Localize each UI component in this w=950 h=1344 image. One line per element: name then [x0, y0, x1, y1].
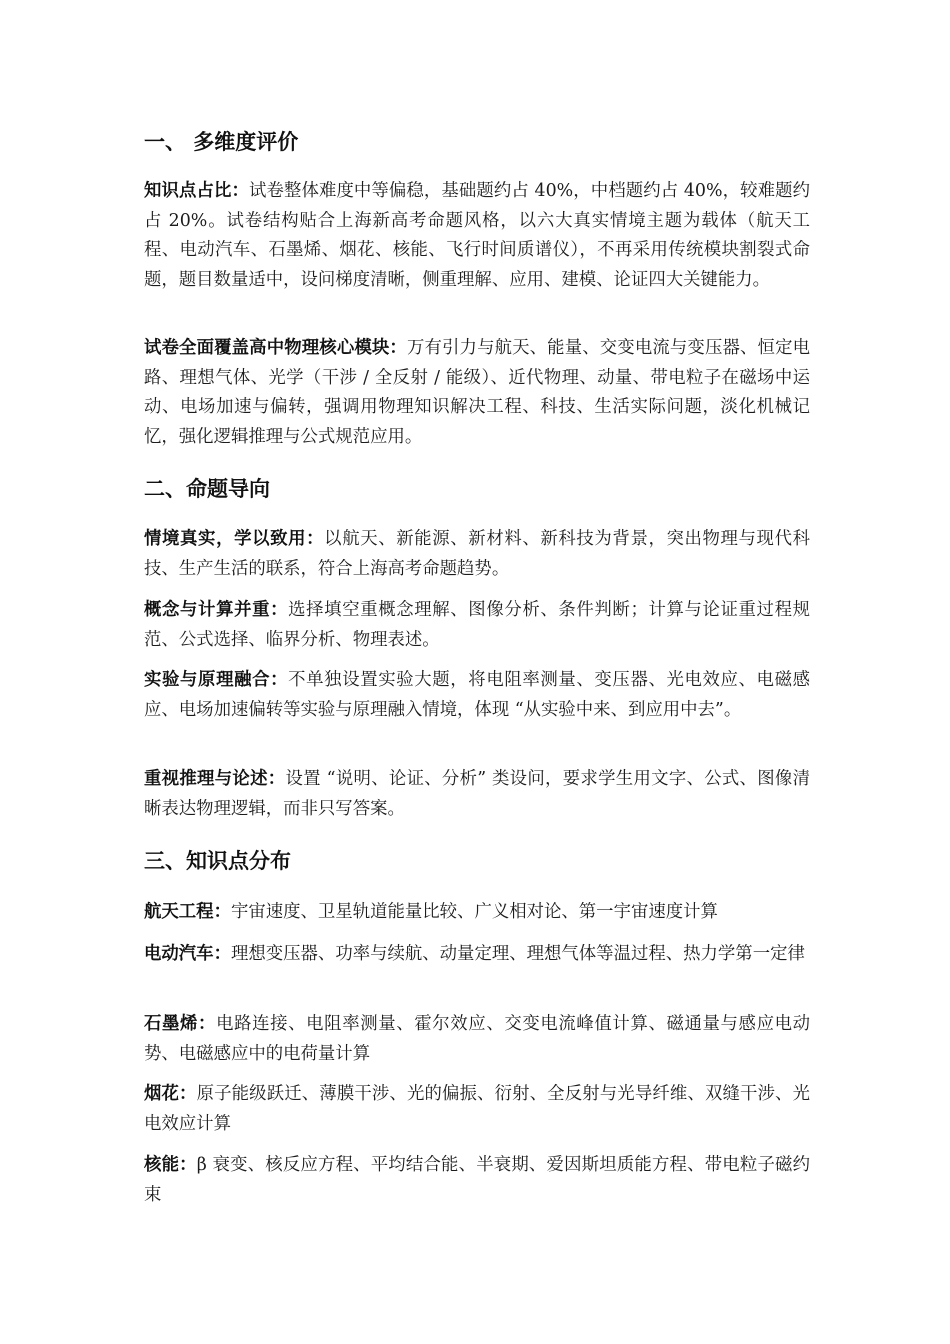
paragraph-reasoning	[144, 765, 810, 824]
paragraph-concept-calculation	[144, 596, 810, 655]
paragraph-experiment-principle	[144, 666, 810, 725]
paragraph-text: 理想变压器、功率与续航、动量定理、理想气体等温过程、热力学第一定律	[230, 944, 805, 964]
paragraph-core-modules	[144, 334, 810, 452]
paragraph-fireworks	[144, 1080, 810, 1139]
paragraph-electric-vehicle	[144, 940, 810, 970]
paragraph-lead: 电动汽车：	[144, 944, 231, 964]
paragraph-real-context	[144, 525, 810, 584]
paragraph-text: 宇宙速度、卫星轨道能量比较、广义相对论、第一宇宙速度计算	[230, 902, 718, 922]
section-title-distribution: 三、知识点分布	[144, 849, 291, 873]
paragraph-graphene	[144, 1010, 810, 1069]
paragraph-lead: 概念与计算并重：	[144, 600, 289, 620]
paragraph-lead: 知识点占比：	[144, 181, 249, 201]
paragraph-knowledge-ratio	[144, 177, 810, 295]
section-title-evaluation: 一、 多维度评价	[144, 130, 299, 154]
paragraph-lead: 情境真实，学以致用：	[144, 529, 325, 549]
paragraph-text: β 衰变、核反应方程、平均结合能、半衰期、爱因斯坦质能方程、带电粒子磁约束	[144, 1155, 810, 1205]
paragraph-lead: 试卷全面覆盖高中物理核心模块：	[144, 338, 407, 358]
paragraph-text: 原子能级跃迁、薄膜干涉、光的偏振、衍射、全反射与光导纤维、双缝干涉、光电效应计算	[144, 1084, 810, 1134]
paragraph-aerospace	[144, 898, 810, 928]
paragraph-lead: 石墨烯：	[144, 1014, 217, 1034]
section-title-orientation: 二、命题导向	[144, 477, 270, 501]
paragraph-text: 以航天、新能源、新材料、新科技为背景，突出物理与现代科技、生产生活的联系，符合上海高考命题趋势。	[144, 529, 810, 579]
paragraph-text: 电路连接、电阻率测量、霍尔效应、交变电流峰值计算、磁通量与感应电动势、电磁感应中的电荷量计算	[144, 1014, 810, 1064]
paragraph-text: 不单独设置实验大题，将电阻率测量、变压器、光电效应、电磁感应、电场加速偏转等实验与原理融入情境，体现 “从实验中来、到应用中去”。	[144, 670, 810, 720]
paragraph-lead: 重视推理与论述：	[144, 769, 286, 789]
paragraph-text: 试卷整体难度中等偏稳，基础题约占 40%，中档题约占 40%，较难题约占 20%。试卷结构贴合上海新高考命题风格，以六大真实情境主题为载体（航天工程、电动汽车、石墨烯、烟花、核能、飞行时间质谱仪），不再采用传统模块割裂式命题，题目数量适中，设问梯度清晰，侧重理解、应用、建模、论证四大关键能力。	[144, 181, 810, 290]
paragraph-nuclear	[144, 1151, 810, 1210]
paragraph-lead: 实验与原理融合：	[144, 670, 289, 690]
paragraph-lead: 烟花：	[144, 1084, 197, 1104]
paragraph-lead: 航天工程：	[144, 902, 231, 922]
paragraph-text: 万有引力与航天、能量、交变电流与变压器、恒定电路、理想气体、光学（干涉 / 全反射 / 能级）、近代物理、动量、带电粒子在磁场中运动、电场加速与偏转，强调用物理知识解决工程、科技、生活实际问题，淡化机械记忆，强化逻辑推理与公式规范应用。	[144, 338, 810, 447]
paragraph-text: 选择填空重概念理解、图像分析、条件判断；计算与论证重过程规范、公式选择、临界分析、物理表述。	[144, 600, 810, 650]
paragraph-lead: 核能：	[144, 1155, 197, 1175]
paragraph-text: 设置 “说明、论证、分析” 类设问，要求学生用文字、公式、图像清晰表达物理逻辑，而非只写答案。	[144, 769, 810, 819]
